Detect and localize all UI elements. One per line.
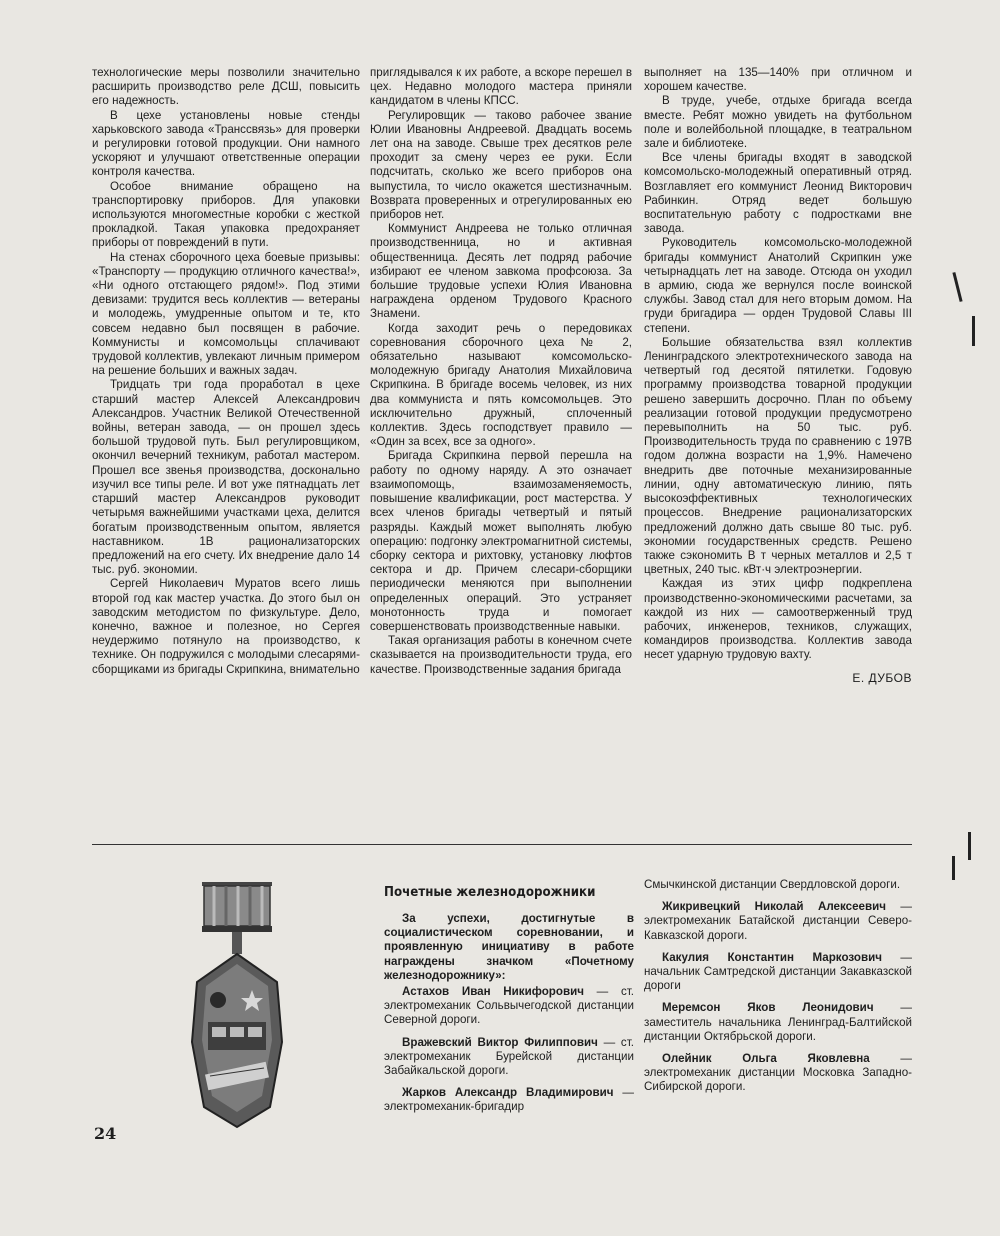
- honors-column-right: [644, 878, 912, 1103]
- paragraph: Руководитель комсомольско-молодежной бригады коммунист Анатолий Скрипкин уже четырнадцать лет на заводе. Отсюда он уходил в армию, сюда же вернулся после воинской службы. Завод стал для него вторым домом. На груди бригадира — орден Трудовой Славы III степени.: [644, 236, 912, 335]
- paragraph: Регулировщик — таково рабочее звание Юлии Ивановны Андреевой. Двадцать восемь лет она на заводе. Свыше трех десятков реле проходит за смену через ее руки. Если подсчитать, сколько же всего приборов она выпустила, то число окажется шестизначным. Возврата проверенных и отрегулированных ею приборов нет.: [370, 108, 632, 222]
- scan-mark: [972, 316, 975, 346]
- paragraph: В труде, учебе, отдыхе бригада всегда вместе. Ребят можно увидеть на футбольном поле и волейбольной площадке, в театральном зале и библиотеке.: [644, 94, 912, 151]
- section-divider: [92, 844, 912, 845]
- paragraph: Сергей Николаевич Муратов всего лишь второй год как мастер участка. До этого был он заводским методистом по физкультуре. Дело, конечно, важное и полезное, но Сергея неудержимо потянуло на производство, к технике. Он подружился с молодыми слесарями-сборщиками из бригады Скрипкина, внимательно: [92, 577, 360, 676]
- paragraph: технологические меры позволили значительно расширить производство реле ДСШ, повысить его надежность.: [92, 66, 360, 108]
- article-column-3: [644, 66, 912, 685]
- honoree-name: Вражевский Виктор Филиппович: [402, 1035, 598, 1049]
- author-signature: Е. ДУБОВ: [852, 670, 912, 685]
- paragraph: В цехе установлены новые стенды харьковского завода «Транссвязь» для проверки и регулировки готовой продукции. Они намного ускоряют и улучшают ответственные операции контроля качества.: [92, 108, 360, 179]
- page-number: 24: [94, 1124, 117, 1143]
- honoree-entry: [644, 951, 912, 994]
- honoree-entry: [384, 985, 634, 1028]
- article-column-2: [370, 66, 632, 677]
- paragraph: Все члены бригады входят в заводской комсомольско-молодежный оперативный отряд. Возглавляет его коммунист Леонид Викторович Рабинкин. Отряд ведет большую воспитательную работу с подростками вне завода.: [644, 151, 912, 236]
- honoree-entry: [384, 1086, 634, 1114]
- scan-mark: [952, 856, 955, 880]
- scan-mark: [952, 272, 962, 302]
- paragraph: Бригада Скрипкина первой перешла на работу по одному наряду. А это означает взаимопомощь, взаимозаменяемость, повышение квалификации, рост мастерства. У всех членов бригады четвертый и пятый разряды. Каждый может выполнять любую операцию: подгонку электромагнитной системы, сборку сектора и рихтовку, установку люфтов сектора и др. Причем слесари-сборщики периодически меняются при выполнении определенных операций. Это устраняет монотонность труда и помогает совершенствовать производственные навыки.: [370, 449, 632, 633]
- honors-column-left: [384, 912, 634, 1123]
- honoree-entry: [644, 1001, 912, 1044]
- honoree-desc: — ст. электромеханик Бурейской дистанции Забайкальской дороги.: [384, 1035, 634, 1078]
- paragraph: Такая организация работы в конечном счете сказывается на производительности труда, его качестве. Производственные задания бригада: [370, 634, 632, 676]
- honors-intro: За успехи, достигнутые в социалистическом соревновании, и проявленную инициативу в работе награждены значком «Почетному железнодорожнику»:: [384, 912, 634, 982]
- honoree-desc: — электромеханик Батайской дистанции Северо-Кавказской дороги.: [644, 900, 912, 942]
- paragraph: Большие обязательства взял коллектив Ленинградского электротехнического завода на четвертый год десятой пятилетки. Годовую программу производства товарной продукции решено завершить досрочно. План по объему реализации готовой продукции предусмотрено перевыполнить на 50 тыс. руб. Производительность труда по сравнению с 197В годом должна возрасти на 1,9%. Намечено внедрить две поточные механизированные линии, одну автоматическую линию, пять высокоэффективных технологических процессов. Внедрение рационализаторских предложений должно дать свыше 80 тыс. руб. экономии государственных средств. Решено также сэкономить В т черных металлов и 2,5 т цветных, 240 тыс. кВт·ч электроэнергии.: [644, 335, 912, 577]
- paragraph: выполняет на 135—140% при отличном и хорошем качестве.: [644, 66, 912, 94]
- honors-title: Почетные железнодорожники: [384, 884, 596, 900]
- honorary-railwayman-badge-icon: [182, 872, 292, 1132]
- paragraph: Каждая из этих цифр подкреплена производственно-экономическими расчетами, за каждой из них — самоотверженный труд рабочих, инженеров, техников, служащих, командиров производства. Коллектив завода несет ударную трудовую вахту.: [644, 577, 912, 662]
- honoree-name: Меремсон Яков Леонидович: [662, 1001, 874, 1015]
- paragraph: Коммунист Андреева не только отличная производственница, но и активная общественница. Десять лет подряд рабочие избирают ее членом завкома профсоюза. За большие трудовые успехи Юлия Ивановна награждена орденом Трудового Красного Знамени.: [370, 222, 632, 321]
- paragraph: Когда заходит речь о передовиках соревнования сборочного цеха № 2, обязательно называют комсомольско-молодежную бригаду Анатолия Михайловича Скрипкина. В бригаде восемь человек, из них два коммуниста и пять комсомольцев. Это исключительно дружный, сплоченный коллектив. Здесь господствует правило — «Один за всех, все за одного».: [370, 321, 632, 449]
- honoree-name: Олейник Ольга Яковлевна: [662, 1052, 870, 1066]
- scan-mark: [968, 832, 971, 860]
- honoree-desc: — ст. электромеханик Сольвычегодской дистанции Северной дороги.: [384, 985, 634, 1027]
- honoree-entry-continuation: Смычкинской дистанции Свердловской дороги.: [644, 878, 901, 891]
- article-column-1: [92, 66, 360, 677]
- honoree-name: Астахов Иван Никифорович: [402, 985, 584, 999]
- paragraph: Тридцать три года проработал в цехе старший мастер Алексей Александрович Александров. Участник Великой Отечественной войны, ветеран завода, — он прошел здесь большой трудовой путь. Был регулировщиком, окончил вечерний техникум, работал мастером. Прошел все звенья производства, досконально изучил все типы реле. И вот уже пятнадцать лет старший мастер Александров руководит четырьмя важнейшими участками цеха, делится богатым производственным опытом, является наставником. 1В рационализаторских предложений на его счету. Их внедрение дало 14 тыс. руб. экономии.: [92, 378, 360, 577]
- paragraph: На стенах сборочного цеха боевые призывы: «Транспорту — продукцию отличного качества!», «Ни одного отстающего рядом!». Под этими девизами: трудится весь коллектив — ветераны и молодежь, умудренные опытом и те, кто совсем недавно был посвящен в рабочие. Коммунисты и комсомольцы сплачивают трудовой коллектив, увлекают личным примером на решение больших и важных задач.: [92, 250, 360, 378]
- honoree-entry: [384, 1036, 634, 1079]
- honoree-name: Жарков Александр Владимирович: [402, 1086, 614, 1100]
- paragraph: приглядывался к их работе, а вскоре перешел в цех. Недавно молодого мастера приняли кандидатом в члены КПСС.: [370, 66, 632, 108]
- honoree-desc: — электромеханик дистанции Московка Западно-Сибирской дороги.: [644, 1052, 912, 1094]
- honoree-desc: — электромеханик-бригадир: [384, 1086, 634, 1114]
- paragraph: Особое внимание обращено на транспортировку приборов. Для упаковки используются многоместные коробки с жесткой прокладкой. Такая упаковка предохраняет приборы от повреждений в пути.: [92, 179, 360, 250]
- honoree-name: Жикривецкий Николай Алексеевич: [662, 900, 886, 914]
- honoree-name: Какулия Константин Маркозович: [662, 950, 882, 964]
- honoree-desc: — заместитель начальника Ленинград-Балтийской дистанции Октябрьской дороги.: [644, 1001, 912, 1043]
- honoree-entry: [644, 900, 912, 943]
- honoree-entry: [644, 1052, 912, 1095]
- honoree-desc: — начальник Самтредской дистанции Закавказской дороги: [644, 950, 912, 993]
